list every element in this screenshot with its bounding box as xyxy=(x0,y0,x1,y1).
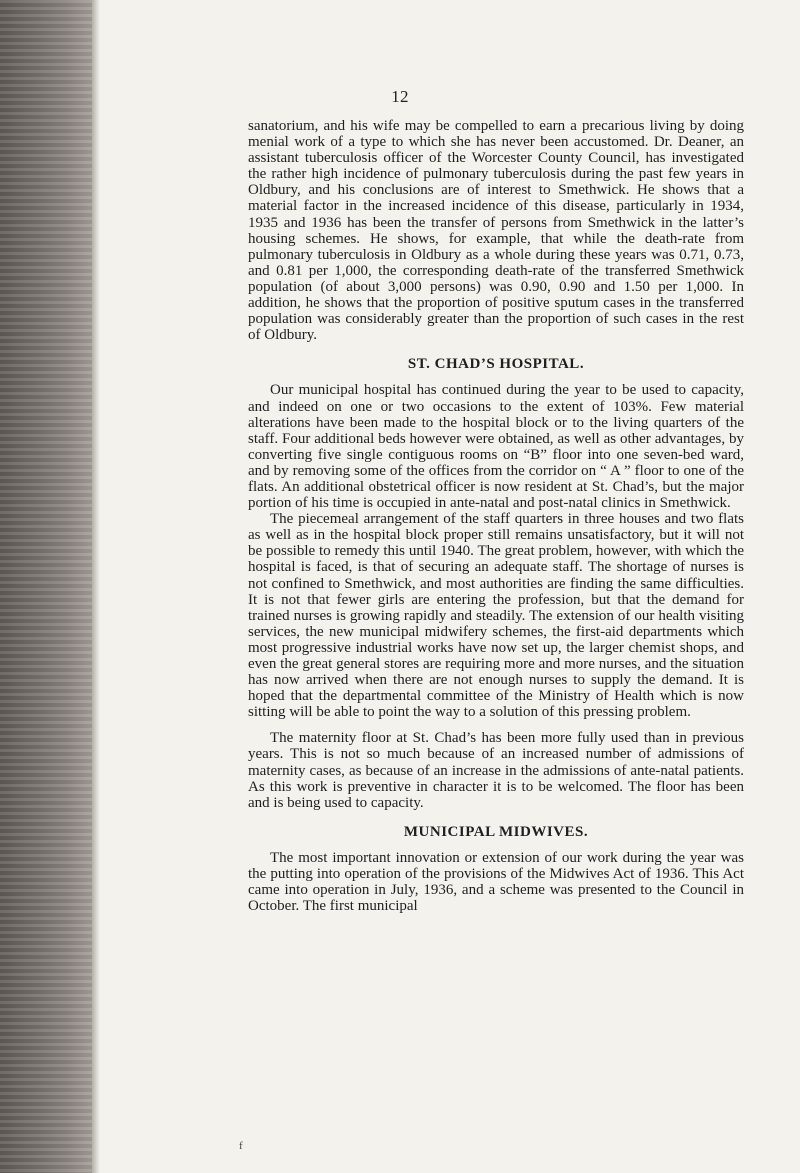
page-number: 12 xyxy=(391,87,409,106)
st-chads-paragraph-2: The piecemeal arrangement of the staff quarters in three houses and two flats as well as in the hospital block proper still remains unsatisfactory, but it will not be possible to remedy this until 1940. The great problem, however, with which the hospital is faced, is that of securing an adequate staff. The shortage of nurses is not confined to Smethwick, and most authorities are finding the same difficulties. It is not that fewer girls are entering the profession, but that the demand for trained nurses is growing rapidly and steadily. The extension of our health visiting services, the new municipal midwifery schemes, the first-aid departments which most progressive industrial works have now set up, the larger chemist shops, and even the great general stores are requiring more and more nurses, and the situation has now arrived when there are not enough nurses to supply the demand. It is hoped that the departmental committee of the Ministry of Health which is now sitting will be able to point the way to a solution of this pressing problem. xyxy=(248,511,744,721)
page-content xyxy=(248,118,744,914)
page-binding-edge xyxy=(0,0,92,1173)
binding-shadow xyxy=(92,0,100,1173)
st-chads-paragraph-3: The maternity floor at St. Chad’s has been more fully used than in previous years. This is not so much because of an increased number of admissions of maternity cases, as because of an increase in the admissions of ante-natal patients. As this work is preventive in character it is to be welcomed. The floor has been and is being used to capacity. xyxy=(248,730,744,811)
intro-paragraph: sanatorium, and his wife may be compelled to earn a precarious living by doing menial work of a type to which she has never been accustomed. Dr. Deaner, an assistant tuberculosis officer of the Worcester County Council, has investigated the rather high incidence of pulmonary tuberculosis during the past few years in Oldbury, and his conclusions are of interest to Smethwick. He shows that a material factor in the increased incidence of this disease, particularly in 1934, 1935 and 1936 has been the transfer of persons from Smethwick in the latter’s housing schemes. He shows, for example, that while the death-rate from pulmonary tuberculosis in Oldbury as a whole during these years was 0.71, 0.73, and 0.81 per 1,000, the corresponding death-rate of the transferred Smethwick population (of about 3,000 persons) was 0.90, 0.90 and 1.50 per 1,000. In addition, he shows that the proportion of positive sputum cases in the transferred population was considerably greater than the proportion of such cases in the rest of Oldbury. xyxy=(248,118,744,344)
section-heading-st-chads: ST. CHAD’S HOSPITAL. xyxy=(407,356,585,373)
margin-mark: f xyxy=(239,1140,243,1152)
midwives-paragraph-1: The most important innovation or extension of our work during the year was the putting into operation of the provisions of the Midwives Act of 1936. This Act came into operation in July, 1936, and a scheme was presented to the Council in October. The first municipal xyxy=(248,849,744,915)
section-heading-midwives: MUNICIPAL MIDWIVES. xyxy=(403,823,589,840)
st-chads-paragraph-1: Our municipal hospital has continued during the year to be used to capacity, and indeed on one or two occasions to the extent of 103%. Few material alterations have been made to the hospital block or to the living quarters of the staff. Four additional beds however were obtained, as well as other advantages, by converting five single contiguous rooms on “B” floor into one seven-bed ward, and by removing some of the offices from the corridor on “ A ” floor to one of the flats. An additional obstetrical officer is now resident at St. Chad’s, but the major portion of his time is occupied in ante-natal and post-natal clinics in Smethwick. xyxy=(248,382,744,512)
